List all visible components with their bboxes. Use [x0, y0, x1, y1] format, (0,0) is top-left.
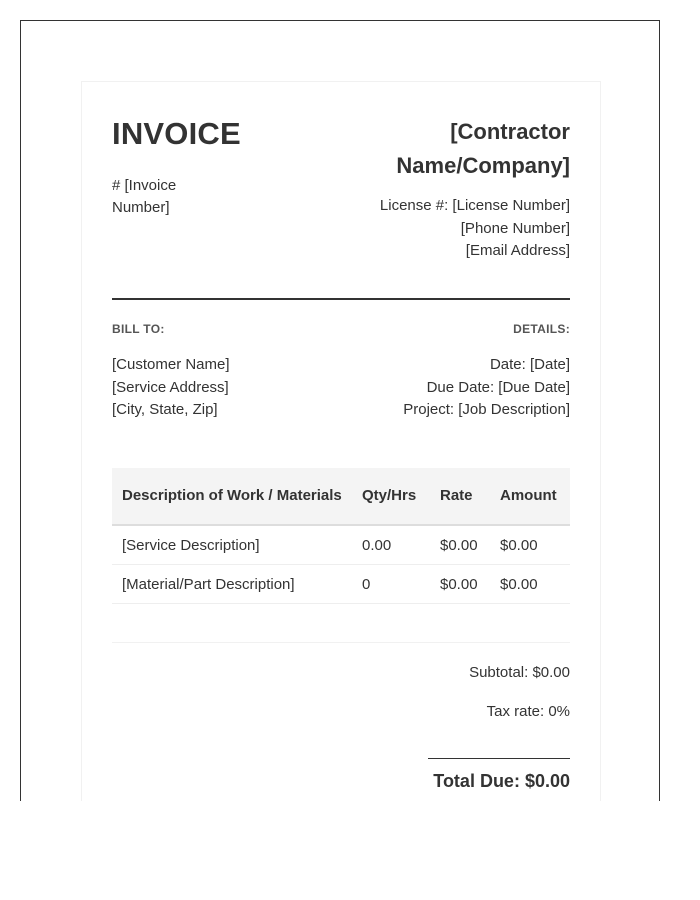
table-row	[112, 565, 570, 604]
tax-rate: Tax rate: 0%	[486, 703, 570, 720]
column-header-qty: Qty/Hrs	[352, 468, 430, 525]
header-divider	[112, 298, 570, 300]
contractor-license: License #: [License Number]	[379, 197, 570, 214]
total-divider	[428, 758, 570, 759]
invoice-document	[81, 81, 601, 801]
city-state-zip: [City, State, Zip]	[112, 401, 218, 418]
invoice-number-line2: Number]	[112, 199, 170, 216]
row-qty: 0.00	[352, 525, 430, 565]
row-description: [Service Description]	[112, 525, 352, 565]
table-row	[112, 525, 570, 565]
total-due: Total Due: $0.00	[433, 771, 570, 791]
line-items-table	[112, 468, 570, 604]
column-header-amount: Amount	[490, 468, 570, 525]
bill-to-label: BILL TO:	[112, 322, 165, 336]
service-address: [Service Address]	[112, 378, 229, 396]
row-rate: $0.00	[430, 525, 490, 565]
row-amount: $0.00	[490, 525, 570, 565]
contractor-email: [Email Address]	[465, 242, 570, 259]
row-description: [Material/Part Description]	[112, 565, 352, 604]
contractor-name	[340, 115, 570, 183]
totals-divider	[112, 642, 570, 643]
row-rate: $0.00	[430, 565, 490, 604]
invoice-number-line1: # [Invoice	[112, 177, 177, 194]
row-amount: $0.00	[490, 565, 570, 604]
contractor-name-line2: Name/Company]	[396, 153, 570, 178]
details-block	[310, 354, 570, 422]
contractor-name-line1: [Contractor	[450, 119, 570, 144]
customer-name: [Customer Name]	[112, 356, 230, 373]
invoice-number	[112, 175, 222, 219]
column-header-description: Description of Work / Materials	[112, 468, 352, 525]
due-date: Due Date: [Due Date]	[426, 378, 570, 396]
invoice-title: INVOICE	[112, 116, 241, 151]
contractor-info	[270, 195, 570, 263]
table-header-row	[112, 468, 570, 525]
contractor-phone: [Phone Number]	[460, 219, 570, 237]
row-qty: 0	[352, 565, 430, 604]
column-header-rate: Rate	[430, 468, 490, 525]
invoice-date: Date: [Date]	[489, 356, 570, 373]
bill-to-block	[112, 354, 332, 422]
project-description: Project: [Job Description]	[403, 401, 570, 418]
details-label: DETAILS:	[513, 322, 570, 336]
subtotal: Subtotal: $0.00	[469, 664, 570, 681]
